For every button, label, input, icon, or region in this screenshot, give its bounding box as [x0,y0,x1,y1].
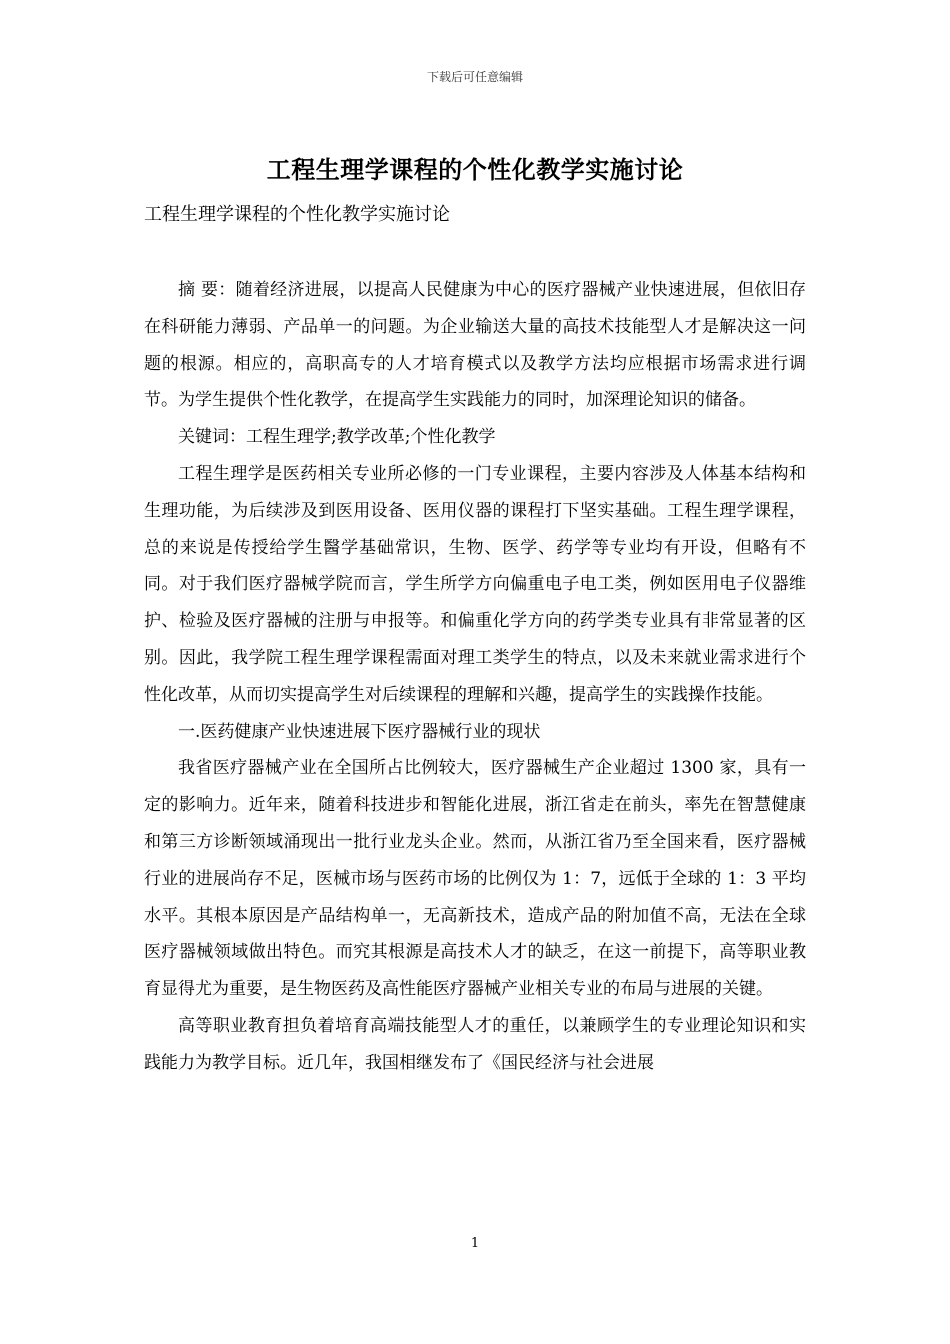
abstract-paragraph: 摘 要：随着经济进展，以提高人民健康为中心的医疗器械产业快速进展，但依旧存在科研能力薄弱、产品单一的问题。为企业输送大量的高技术技能型人才是解决这一问题的根源。相应的，高职高专的人才培育模式以及教学方法均应根据市场需求进行调节。为学生提供个性化教学，在提高学生实践能力的同时，加深理论知识的储备。 [144,280,806,411]
page-number: 1 [470,1236,480,1251]
body-paragraph: 我省医疗器械产业在全国所占比例较大，医疗器械生产企业超过 1300 家，具有一定的影响力。近年来，随着科技进步和智能化进展，浙江省走在前头，率先在智慧健康和第三方诊断领域涌现出一批行业龙头企业。然而，从浙江省乃至全国来看，医疗器械行业的进展尚存不足，医械市场与医药市场的比例仅为 1：7，远低于全球的 1：3 平均水平。其根本原因是产品结构单一，无高新技术，造成产品的附加值不高，无法在全球医疗器械领域做出特色。而究其根源是高技术人才的缺乏，在这一前提下，高等职业教育显得尤为重要，是生物医药及高性能医疗器械产业相关专业的布局与进展的关键。 [144,758,806,1000]
intro-paragraph: 工程生理学是医药相关专业所必修的一门专业课程，主要内容涉及人体基本结构和生理功能，为后续涉及到医用设备、医用仪器的课程打下坚实基础。工程生理学课程，总的来说是传授给学生醫学基础常识，生物、医学、药学等专业均有开设，但略有不同。对于我们医疗器械学院而言，学生所学方向偏重电子电工类，例如医用电子仪器维护、检验及医疗器械的注册与申报等。和偏重化学方向的药学类专业具有非常显著的区别。因此，我学院工程生理学课程需面对理工类学生的特点，以及未来就业需求进行个性化改革，从而切实提高学生对后续课程的理解和兴趣，提高学生的实践操作技能。 [144,463,806,705]
keywords-paragraph: 关键词：工程生理学;教学改革;个性化教学 [178,427,496,448]
body-paragraph: 高等职业教育担负着培育高端技能型人才的重任，以兼顾学生的专业理论知识和实践能力为教学目标。近几年，我国相继发布了《国民经济与社会进展 [144,1015,806,1073]
document-title: 工程生理学课程的个性化教学实施讨论 [266,155,684,184]
document-body [144,272,806,1082]
document-subtitle: 工程生理学课程的个性化教学实施讨论 [144,204,450,225]
header-note: 下载后可任意编辑 [426,70,523,84]
section-heading: 一.医药健康产业快速进展下医疗器械行业的现状 [178,721,541,742]
